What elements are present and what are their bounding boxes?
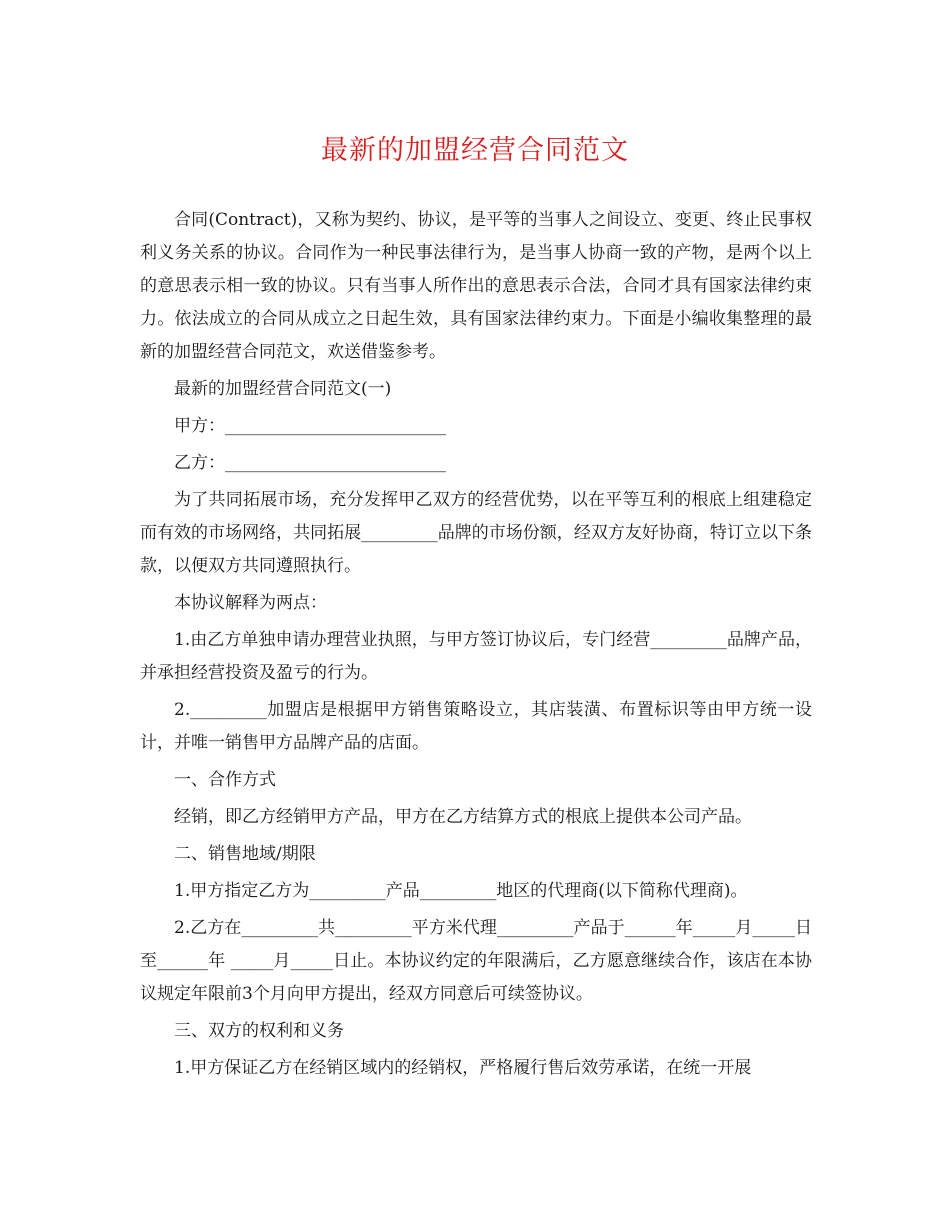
party-b-line: 乙方：__________________________ bbox=[174, 453, 446, 473]
intro-paragraph: 合同(Contract)，又称为契约、协议，是平等的当事人之间设立、变更、终止民事权利义务关系的协议。合同作为一种民事法律行为，是当事人协商一致的产物，是两个以上的意思表示相一致的协议。只有当事人所作出的意思表示合法，合同才具有国家法律约束力。依法成立的合同从成立之日起生效，具有国家法律约束力。下面是小编收集整理的最新的加盟经营合同范文，欢送借鉴参考。 bbox=[140, 210, 812, 362]
rights-item-1: 1.甲方保证乙方在经销区域内的经销权，严格履行售后效劳承诺，在统一开展 bbox=[174, 1058, 752, 1078]
purpose-paragraph: 为了共同拓展市场，充分发挥甲乙双方的经营优势，以在平等互利的根底上组建稳定而有效的市场网络，共同拓展_________品牌的市场份额，经双方友好协商，特订立以下条款，以便双方共同遵照执行。 bbox=[140, 490, 812, 576]
document-title: 最新的加盟经营合同范文 bbox=[321, 135, 629, 166]
section-heading-territory: 二、销售地域/期限 bbox=[174, 844, 316, 864]
interpretation-heading: 本协议解释为两点： bbox=[174, 593, 327, 613]
cooperation-paragraph: 经销，即乙方经销甲方产品，甲方在乙方结算方式的根底上提供本公司产品。 bbox=[174, 807, 752, 827]
section-heading-cooperation: 一、合作方式 bbox=[174, 770, 276, 790]
document-body bbox=[140, 204, 812, 1089]
interpretation-item-1: 1.由乙方单独申请办理营业执照，与甲方签订协议后，专门经营_________品牌产品，并承担经营投资及盈亏的行为。 bbox=[140, 630, 812, 683]
territory-item-1: 1.甲方指定乙方为_________产品_________地区的代理商(以下简称代理商)。 bbox=[174, 881, 748, 901]
interpretation-item-2: 2._________加盟店是根据甲方销售策略设立，其店装潢、布置标识等由甲方统一设计，并唯一销售甲方品牌产品的店面。 bbox=[140, 700, 812, 753]
section-heading-rights: 三、双方的权利和义务 bbox=[174, 1021, 344, 1041]
territory-item-2: 2.乙方在_________共_________平方米代理_________产品于______年_____月_____日至______年 _____月_____日止。本协议约定的年限满后，乙方愿意继续合作，该店在本协议规定年限前3个月向甲方提出，经双方同意后可续签协议。 bbox=[140, 918, 812, 1004]
section-heading-contract-one: 最新的加盟经营合同范文(一) bbox=[174, 379, 392, 399]
party-a-line: 甲方：__________________________ bbox=[174, 416, 446, 436]
